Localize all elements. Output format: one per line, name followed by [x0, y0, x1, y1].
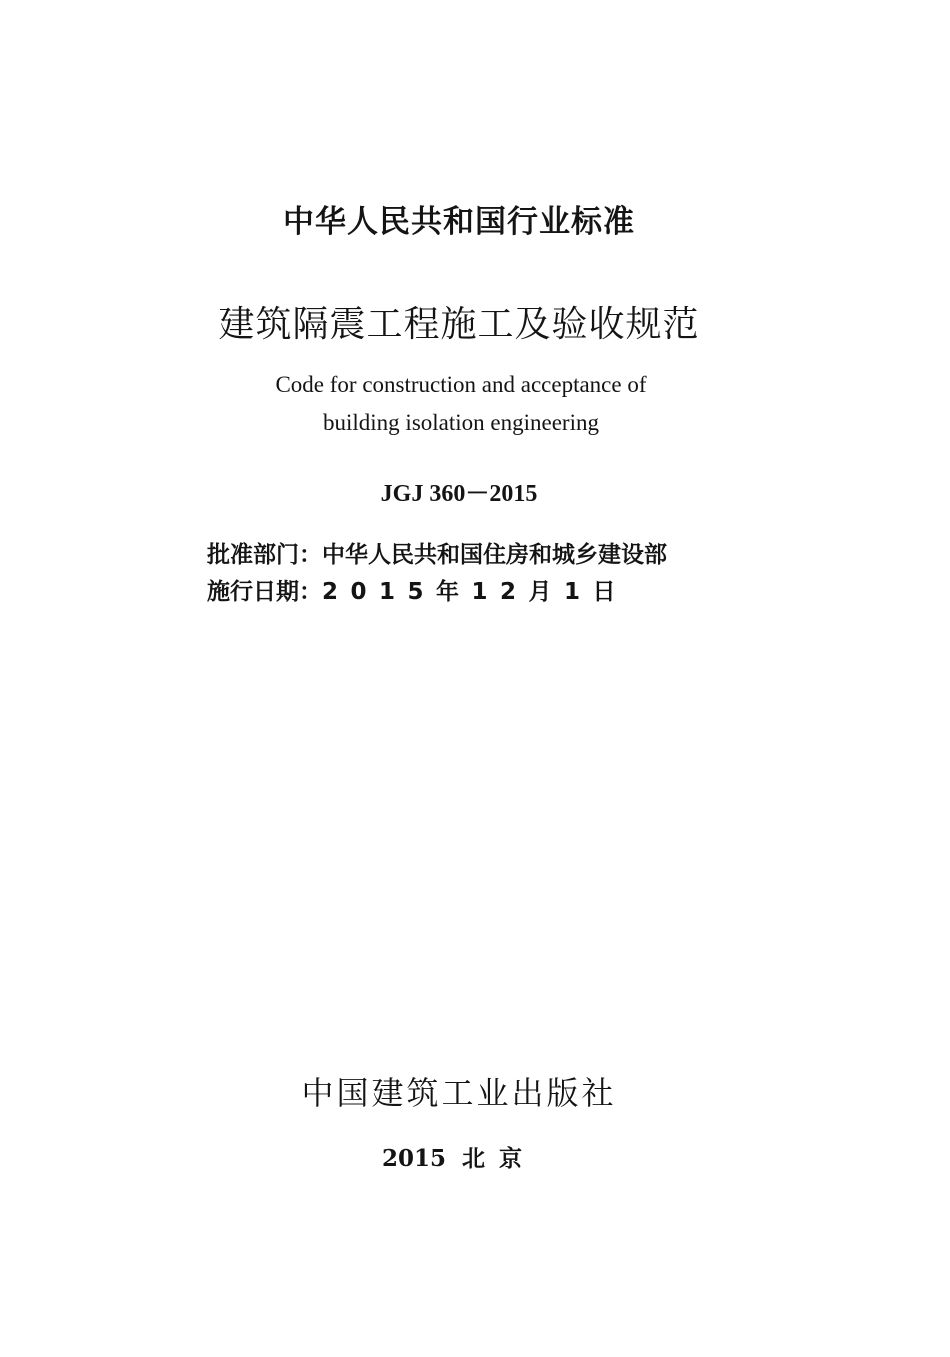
publication-imprint [0, 1140, 934, 1173]
approval-department-value: 中华人民共和国住房和城乡建设部 [322, 542, 667, 568]
publisher-name: 中国建筑工业出版社 [301, 1074, 617, 1112]
publication-year: 2015 [381, 1145, 446, 1172]
approval-department-row [207, 536, 667, 569]
effective-date-value: 2015年12月1日 [322, 579, 629, 605]
publication-city: 北京 [462, 1145, 536, 1172]
standard-type-heading: 中华人民共和国行业标准 [283, 204, 635, 240]
document-title-chinese: 建筑隔震工程施工及验收规范 [218, 304, 700, 345]
standard-code-number: JGJ 360－2015 [380, 481, 538, 507]
document-title-english-line1: Code for construction and acceptance of [275, 372, 647, 397]
effective-date-label: 施行日期： [207, 579, 322, 605]
document-title-english-line2: building isolation engineering [323, 410, 599, 435]
effective-date-row [207, 573, 628, 606]
approval-department-label: 批准部门： [207, 542, 322, 568]
